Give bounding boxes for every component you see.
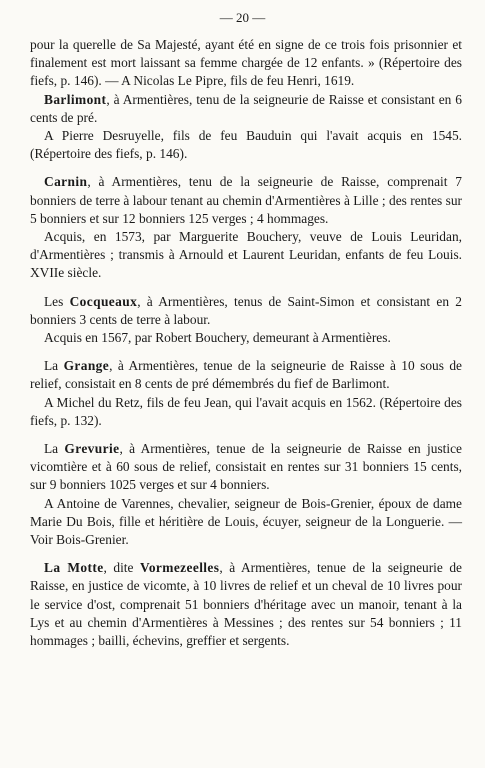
entry-prefix: La <box>44 358 64 374</box>
page-number: — 20 — <box>219 10 266 25</box>
entry-heading-paragraph <box>30 91 462 127</box>
fief-name: Carnin <box>44 174 88 190</box>
fief-name: Grevurie <box>64 441 120 457</box>
entry-paragraph: Acquis, en 1573, par Marguerite Bouchery, veuve de Louis Leuridan, d'Armentières ; transmis à Arnould et Laurent Leuridan, enfants de feu Louis. XVIIe siècle. <box>30 229 462 281</box>
fief-name: Grange <box>63 358 110 374</box>
entry-la-motte <box>30 559 462 650</box>
entry-grange <box>30 357 462 430</box>
page-content <box>30 36 462 660</box>
entry-paragraph: Acquis en 1567, par Robert Bouchery, demeurant à Armentières. <box>44 330 391 346</box>
entry-text: , dite <box>103 560 140 576</box>
entry-text: , à Armentières, tenue de la seigneurie de Raisse à 10 sous de relief, consistait en 8 cents de pré démembrés du fief de Barlimont. <box>30 358 462 392</box>
entry-cocqueaux <box>30 293 462 348</box>
entry-text: , à Armentières, tenue de la seigneurie de Raisse en justice vicomtière et à 60 sous de relief, consistait en rentes sur 31 bonniers 15 cents, sur 9 bonniers 1025 verges et sur 4 bonniers. <box>30 441 462 493</box>
entry-barlimont <box>30 91 462 164</box>
entry-text: , à Armentières, tenus de Saint-Simon et consistant en 2 bonniers 3 cents de terre à labour. <box>30 293 462 327</box>
entry-heading-paragraph <box>30 559 462 650</box>
fief-alt-name: Vormezeelles <box>139 560 220 576</box>
entry-text: , à Armentières, tenu de la seigneurie de Raisse et consistant en 6 cents de pré. <box>30 91 462 125</box>
entry-heading-paragraph <box>30 173 462 228</box>
intro-paragraph: pour la querelle de Sa Majesté, ayant été en signe de ce trois fois prisonnier et finalement est mort laissant sa femme chargée de 12 enfants. » (Répertoire des fiefs, p. 146). — A Nicolas Le Pipre, fils de feu Henri, 1619. <box>30 37 462 89</box>
entry-carnin <box>30 173 462 282</box>
fief-name: La Motte <box>44 560 104 576</box>
entry-paragraph: A Pierre Desruyelle, fils de feu Bauduin qui l'avait acquis en 1545. (Répertoire des fiefs, p. 146). <box>30 128 462 162</box>
entry-paragraph: A Michel du Retz, fils de feu Jean, qui l'avait acquis en 1562. (Répertoire des fiefs, p. 132). <box>30 394 462 428</box>
entry-text: , à Armentières, tenue de la seigneurie de Raisse, en justice de vicomte, à 10 livres de relief et un cheval de 10 livres pour le service d'ost, comprenait 51 bonniers d'héritage avec un manoir, tenant à la Lys et au chemin d'Armentières à Messines ; des rentes sur 54 bonniers ; 11 hommages ; bailli, échevins, greffier et sergents. <box>30 560 462 649</box>
entry-paragraph: A Antoine de Varennes, chevalier, seigneur de Bois-Grenier, époux de dame Marie Du Bois, fille et héritière de Louis, écuyer, seigneur de la Longuerie. — Voir Bois-Grenier. <box>30 495 462 548</box>
fief-name: Cocqueaux <box>69 293 138 309</box>
entry-heading-paragraph <box>30 440 462 495</box>
entry-heading-paragraph <box>30 357 462 393</box>
entry-prefix: La <box>44 441 65 457</box>
entry-grevurie <box>30 440 462 549</box>
entry-heading-paragraph <box>30 293 462 329</box>
fief-name: Barlimont <box>44 91 107 107</box>
entry-text: , à Armentières, tenu de la seigneurie de Raisse, comprenait 7 bonniers de terre à labour tenant au chemin d'Armentières à Lille ; des rentes sur 5 bonniers et sur 12 bonniers 125 verges ; 4 hommages. <box>30 174 462 226</box>
entry-prefix: Les <box>44 293 70 309</box>
